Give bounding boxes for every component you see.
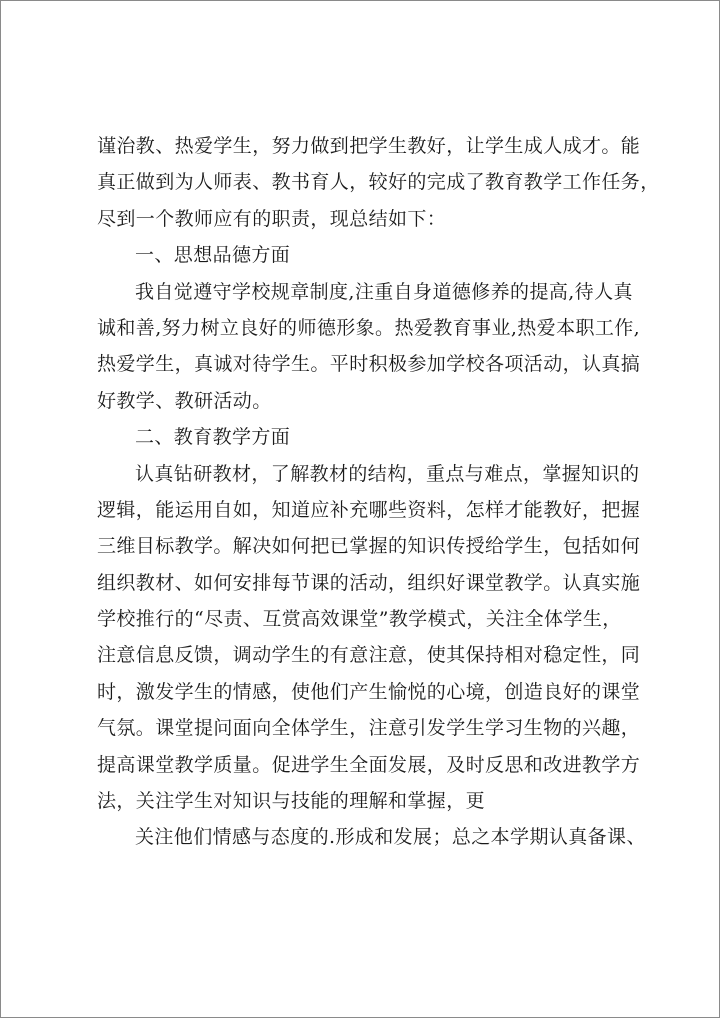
text-line: 逻辑，能运用自如，知道应补充哪些资料，怎样才能教好，把握	[97, 498, 641, 521]
section-heading: 一、思想品德方面	[135, 244, 291, 267]
text-line: 三维目标教学。解决如何把已掌握的知识传授给学生，包括如何	[97, 535, 641, 558]
document-body	[97, 128, 660, 856]
text-line: 提高课堂教学质量。促进学生全面发展，及时反思和改进教学方	[97, 753, 641, 776]
text-line: 尽到一个教师应有的职责，现总结如下：	[97, 207, 447, 230]
text-line: 气氛。课堂提问面向全体学生，注意引发学生学习生物的兴趣，	[97, 717, 641, 740]
text-line: 关注他们情感与态度的.形成和发展；总之本学期认真备课、	[135, 826, 646, 849]
text-line: 真正做到为人师表、教书育人，较好的完成了教育教学工作任务，	[97, 171, 660, 194]
text-line: 谨治教、热爱学生，努力做到把学生教好，让学生成人成才。能	[97, 135, 641, 157]
text-line: 组织教材、如何安排每节课的活动，组织好课堂教学。认真实施	[97, 571, 641, 594]
text-line: 热爱学生，真诚对待学生。平时积极参加学校各项活动，认真搞	[97, 353, 641, 376]
text-line: 时，激发学生的情感，使他们产生愉悦的心境，创造良好的课堂	[97, 680, 641, 703]
section-heading: 二、教育教学方面	[135, 426, 291, 449]
text-line: 诚和善,努力树立良好的师德形象。热爱教育事业,热爱本职工作,	[97, 316, 641, 339]
text-line: 注意信息反馈，调动学生的有意注意，使其保持相对稳定性，同	[97, 644, 641, 667]
text-line: 好教学、教研活动。	[97, 389, 272, 412]
text-line: 认真钻研教材，了解教材的结构，重点与难点，掌握知识的	[135, 462, 640, 485]
text-line: 学校推行的“尽责、互赏高效课堂”教学模式，关注全体学生，	[97, 608, 622, 631]
text-line: 我自觉遵守学校规章制度,注重自身道德修养的提高,待人真	[135, 280, 633, 303]
text-line: 法，关注学生对知识与技能的理解和掌握，更	[97, 790, 486, 813]
